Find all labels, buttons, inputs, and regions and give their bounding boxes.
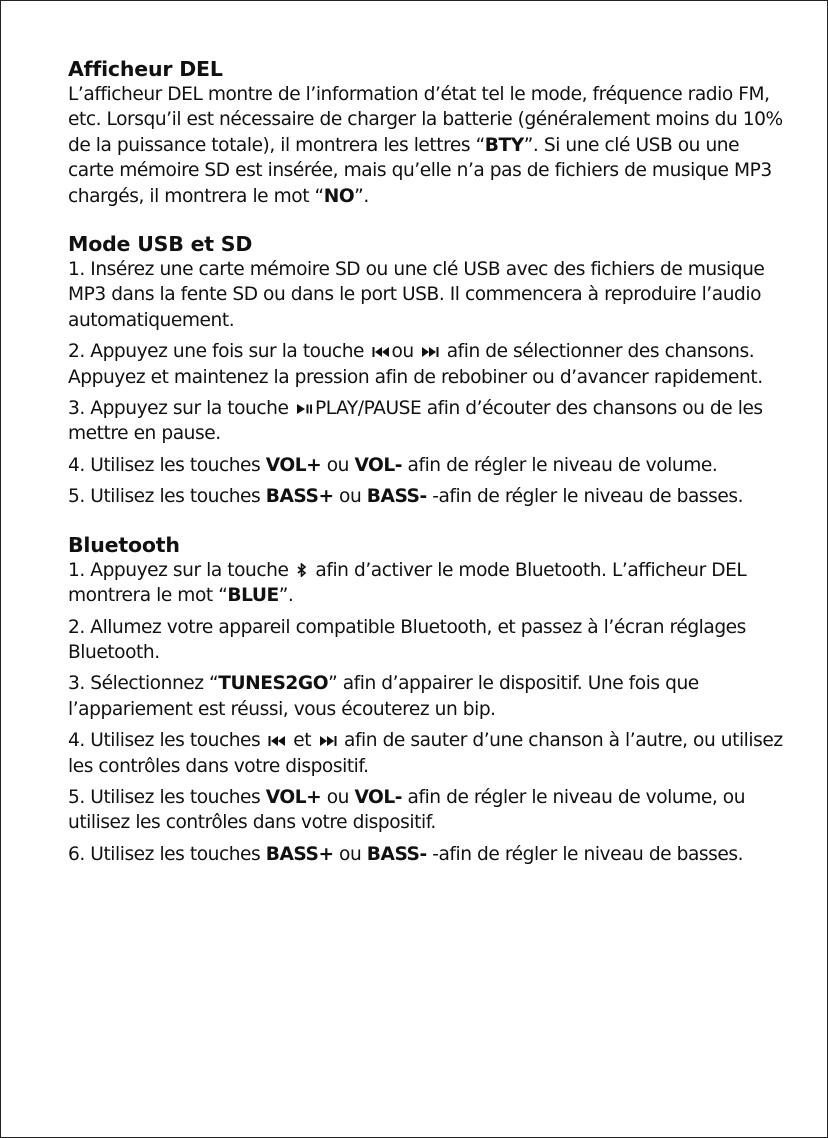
bluetooth-item-4 (68, 728, 788, 779)
next-track-icon (421, 346, 439, 358)
previous-track-icon (372, 346, 390, 358)
bluetooth-item-4-text-b: et (293, 730, 312, 752)
bass-plus-label: BASS+ (265, 486, 334, 508)
bluetooth-icon (296, 563, 308, 577)
vol-plus-label: VOL+ (265, 454, 322, 476)
section-bluetooth (68, 532, 788, 867)
bass-minus-label: BASS- (366, 486, 427, 508)
usb-sd-item-3-text-b: PLAY/PAUSE afin d’écouter des chansons ou de les mettre en pause. (68, 398, 763, 445)
led-text-2: ”. Si une clé USB ou une carte mémoire SD est insérée, mais qu’elle n’a pas de fichiers de musique MP3 chargés, il montrera le mot “ (68, 134, 772, 207)
bluetooth-item-5-text-a: 5. Utilisez les touches (68, 786, 266, 808)
bass-minus-label: BASS- (366, 843, 427, 865)
usb-sd-item-2-text-a: 2. Appuyez une fois sur la touche (68, 341, 365, 363)
usb-sd-item-2 (68, 339, 788, 390)
bluetooth-item-1-text-c: ”. (278, 585, 294, 607)
usb-sd-item-2-text-b: ou (391, 341, 414, 363)
bass-plus-label: BASS+ (265, 843, 334, 865)
usb-sd-item-5-text-b: -afin de régler le niveau de basses. (426, 486, 744, 508)
heading-bluetooth: Bluetooth (68, 532, 180, 557)
bluetooth-item-3 (68, 671, 788, 722)
bluetooth-item-6-text-b: -afin de régler le niveau de basses. (426, 843, 744, 865)
bluetooth-item-6 (68, 842, 788, 867)
usb-sd-item-1: 1. Insérez une carte mémoire SD ou une clé USB avec des fichiers de musique MP3 dans la fente SD ou dans le port USB. Il commencera à reproduire l’audio automatiquement. (68, 259, 765, 331)
usb-sd-item-3 (68, 396, 788, 447)
bty-code: BTY (484, 134, 524, 156)
led-text-1: L’afficheur DEL montre de l’information d’état tel le mode, fréquence radio FM, etc. Lorsqu’il est nécessaire de charger la batterie (généralement moins du 10% de la puissance totale), il montrera les lettres “ (68, 84, 783, 156)
bluetooth-item-1 (68, 558, 788, 609)
bluetooth-item-4-text-c: afin de sauter d’une chanson à l’autre, ou utilisez les contrôles dans votre dispositif. (68, 730, 783, 777)
vol-plus-label: VOL+ (265, 786, 322, 808)
blue-code: BLUE (227, 585, 279, 607)
page-content (68, 56, 788, 889)
bluetooth-item-2: 2. Allumez votre appareil compatible Bluetooth, et passez à l’écran réglages Bluetooth. (68, 616, 746, 663)
vol-minus-label: VOL- (354, 454, 403, 476)
usb-sd-item-2-text-c: afin de sélectionner des chansons. Appuyez et maintenez la pression afin de rebobiner ou d’avancer rapidement. (68, 341, 763, 388)
bluetooth-item-5-text-b: afin de régler le niveau de volume, ou utilisez les contrôles dans votre dispositif. (68, 786, 746, 834)
heading-usb-sd: Mode USB et SD (68, 232, 253, 257)
usb-sd-item-5 (68, 484, 788, 509)
led-paragraph (68, 82, 788, 209)
led-text-3: ”. (354, 185, 369, 207)
bluetooth-item-5 (68, 785, 788, 836)
bluetooth-item-3-text-b: ” afin d’appairer le dispositif. Une fois que l’appariement est réussi, vous écouterez un bip. (68, 673, 699, 720)
usb-sd-item-4-text-a: 4. Utilisez les touches (68, 454, 266, 476)
bluetooth-item-4-text-a: 4. Utilisez les touches (68, 730, 261, 752)
usb-sd-item-4-text-b: afin de régler le niveau de volume. (402, 454, 718, 476)
play-pause-icon (296, 403, 313, 415)
previous-track-icon (268, 735, 286, 747)
next-track-icon (319, 735, 337, 747)
bluetooth-item-3-text-a: 3. Sélectionnez “ (68, 673, 219, 695)
bluetooth-item-6-text-a: 6. Utilisez les touches (68, 843, 266, 865)
bluetooth-item-1-text-a: 1. Appuyez sur la touche (68, 559, 289, 581)
usb-sd-item-4 (68, 453, 788, 478)
or-text: ou (333, 486, 367, 508)
or-text: ou (321, 786, 355, 808)
vol-minus-label: VOL- (354, 786, 403, 808)
heading-led-display: Afficheur DEL (68, 57, 223, 81)
usb-sd-item-5-text-a: 5. Utilisez les touches (68, 486, 266, 508)
tunes2go-name: TUNES2GO (218, 673, 329, 695)
or-text: ou (333, 843, 367, 865)
section-usb-sd (68, 231, 788, 510)
bluetooth-item-1-text-b: afin d’activer le mode Bluetooth. L’afficheur DEL montrera le mot “ (68, 559, 747, 607)
usb-sd-item-3-text-a: 3. Appuyez sur la touche (68, 398, 289, 420)
no-code: NO (323, 185, 355, 207)
section-led-display (68, 56, 788, 209)
or-text: ou (321, 454, 355, 476)
